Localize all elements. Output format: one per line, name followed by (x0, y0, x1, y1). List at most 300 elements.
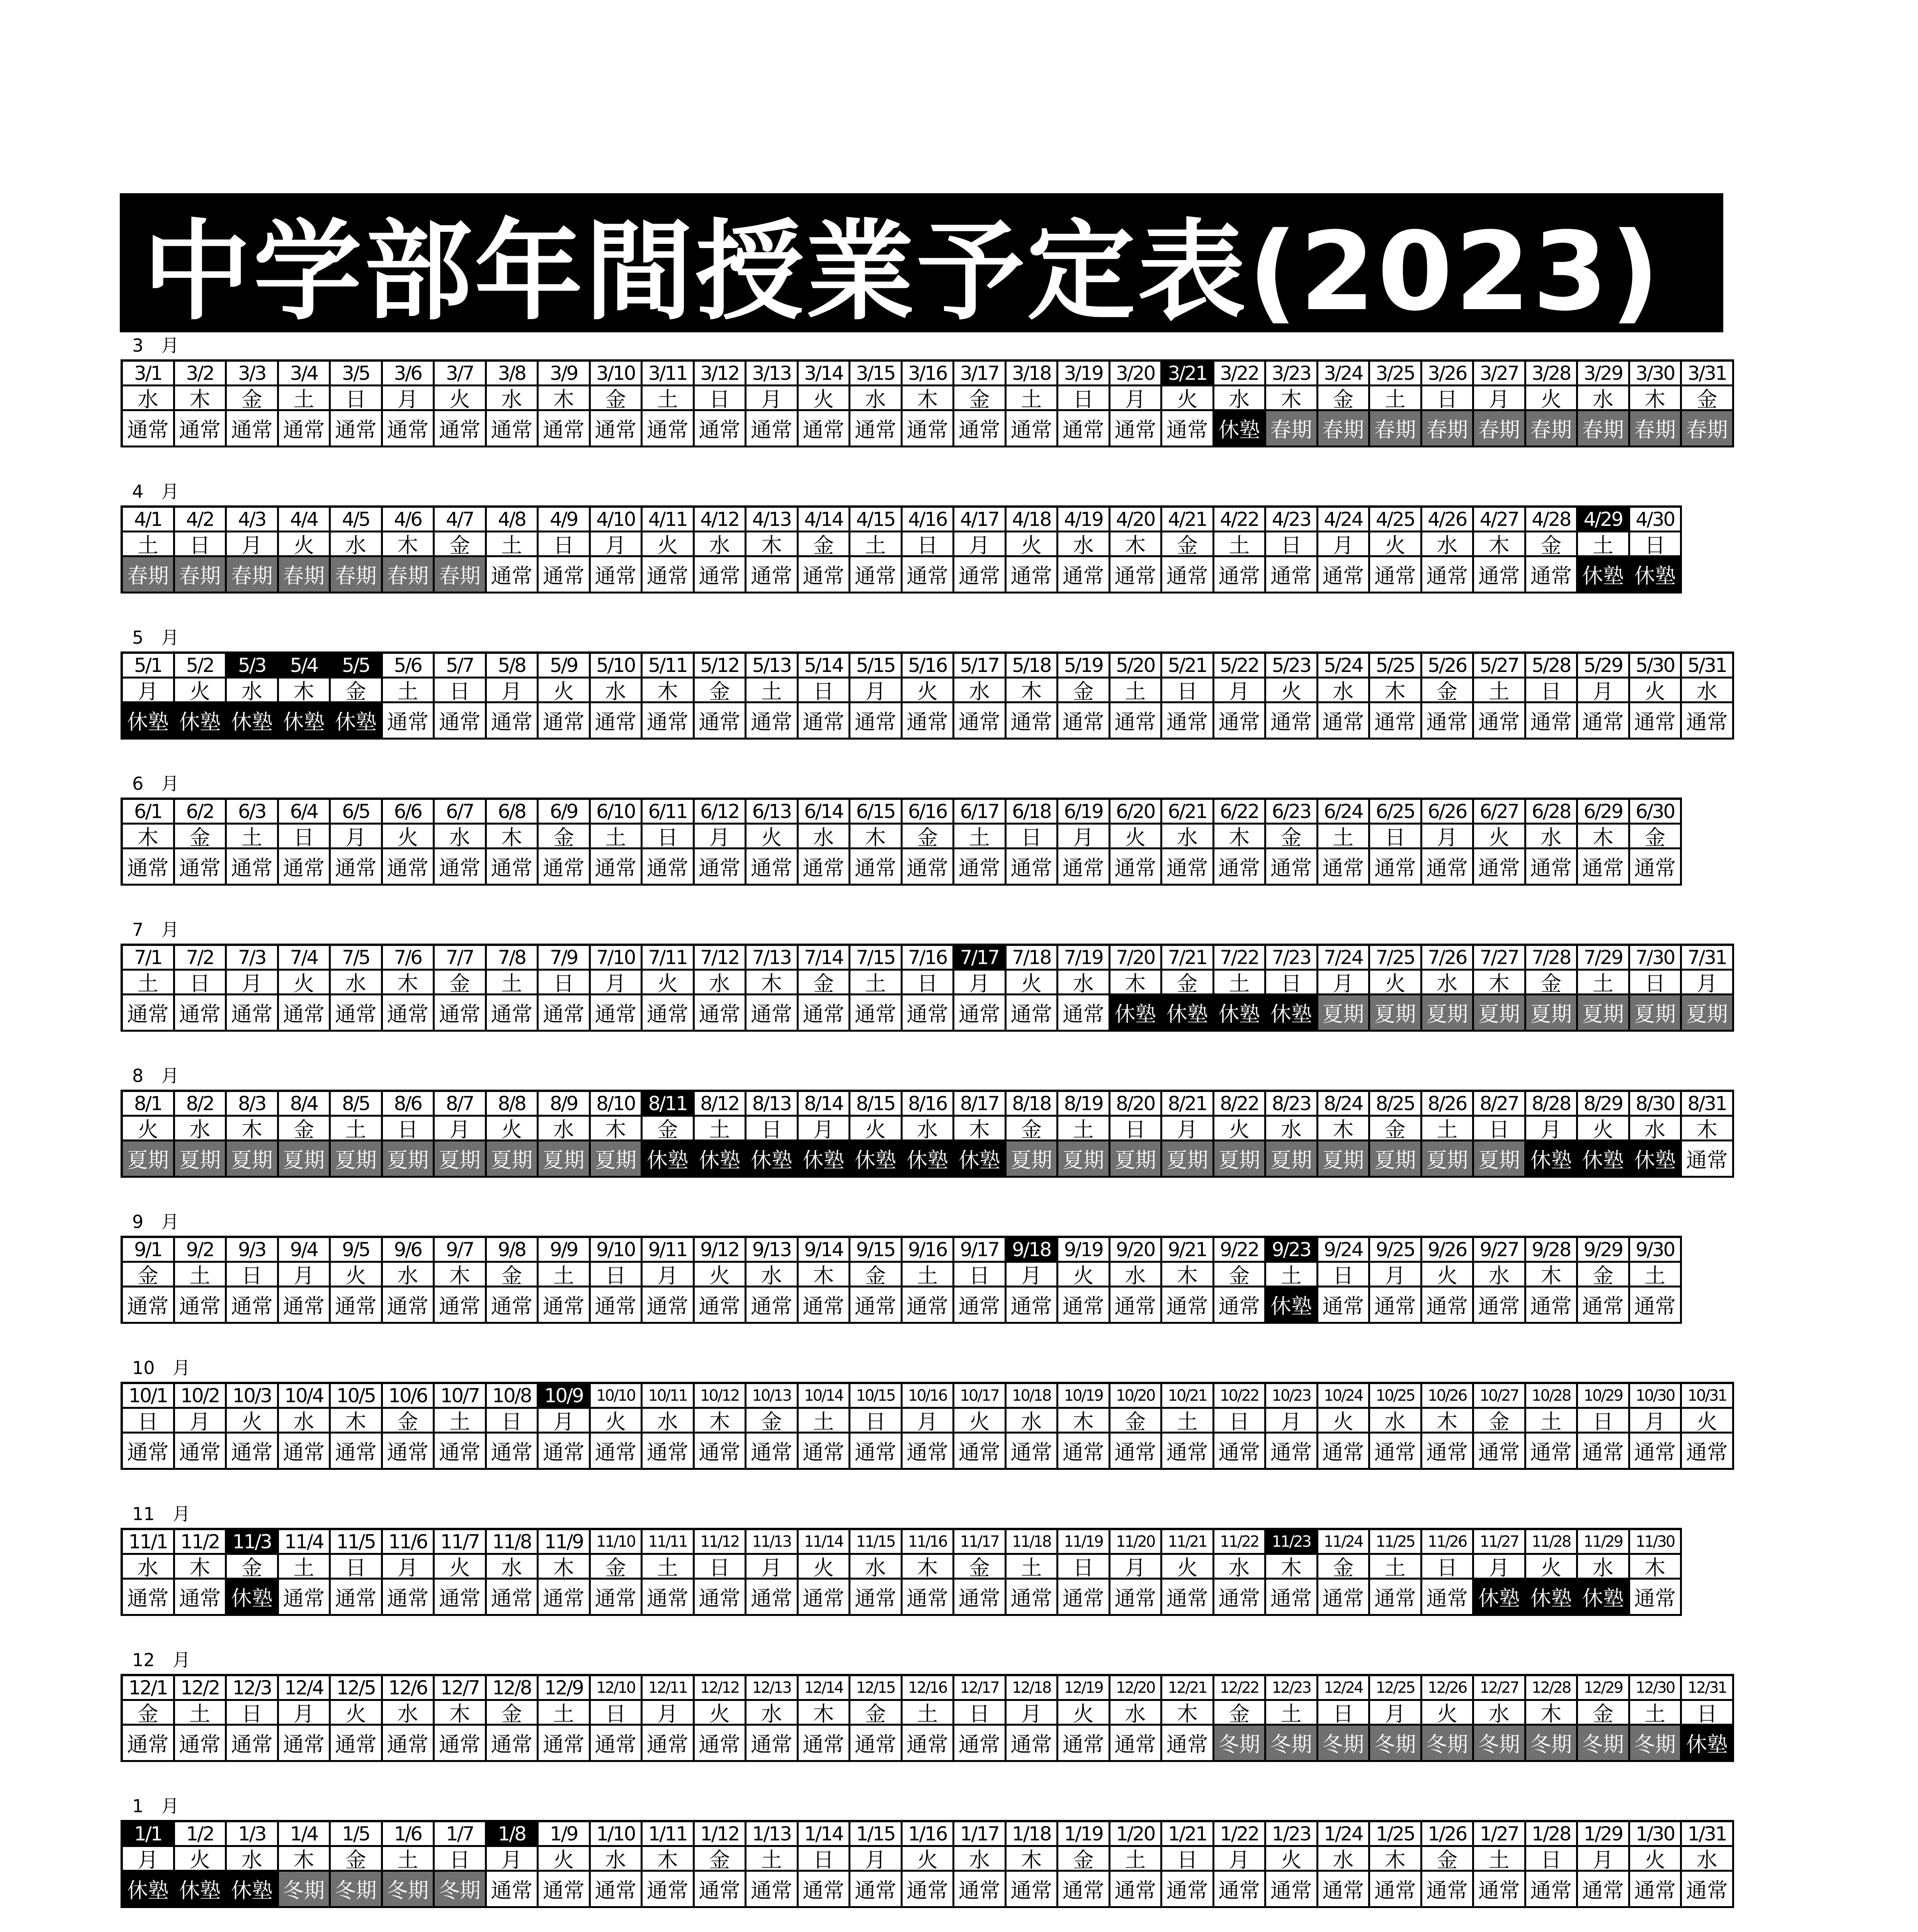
date-cell: 9/27 (1474, 1238, 1526, 1263)
status-cell: 通常 (1162, 1287, 1214, 1324)
status-cell: 通常 (1422, 1872, 1474, 1908)
date-cell: 6/19 (1058, 800, 1110, 825)
date-cell: 10/31 (1682, 1384, 1734, 1409)
status-cell: 通常 (331, 1287, 383, 1324)
date-cell: 6/14 (799, 800, 851, 825)
weekday-cell: 水 (1682, 679, 1734, 703)
status-cell: 春期 (1318, 411, 1370, 447)
weekday-cell: 月 (227, 971, 279, 995)
date-cell: 6/9 (539, 800, 591, 825)
date-cell: 4/29 (1578, 508, 1630, 532)
weekday-cell: 金 (1630, 825, 1682, 849)
status-cell: 夏期 (591, 1141, 643, 1178)
status-cell: 通常 (591, 995, 643, 1032)
weekday-cell: 日 (643, 825, 695, 849)
status-cell: 通常 (487, 849, 539, 886)
weekday-cell: 金 (1214, 1701, 1267, 1726)
date-cell: 10/21 (1162, 1384, 1214, 1409)
weekday-cell: 木 (643, 1847, 695, 1872)
date-cell: 5/31 (1682, 654, 1734, 679)
date-cell: 9/5 (331, 1238, 383, 1263)
weekday-cell: 日 (1474, 1117, 1526, 1141)
status-cell: 春期 (1474, 411, 1526, 447)
weekday-cell: 日 (1058, 386, 1110, 411)
date-cell: 3/13 (746, 362, 799, 386)
date-cell: 7/1 (123, 946, 175, 971)
weekday-cell: 月 (643, 1701, 695, 1726)
weekday-cell: 土 (1318, 825, 1370, 849)
date-cell: 8/6 (383, 1092, 435, 1117)
status-cell: 通常 (746, 1580, 799, 1616)
date-cell: 5/13 (746, 654, 799, 679)
date-cell: 8/12 (695, 1092, 747, 1117)
date-cell: 12/6 (383, 1676, 435, 1701)
date-cell: 6/2 (175, 800, 227, 825)
date-cell: 10/9 (539, 1384, 591, 1409)
status-cell: 休塾 (1266, 1287, 1318, 1324)
status-cell: 夏期 (1578, 995, 1630, 1032)
date-cell: 10/30 (1630, 1384, 1682, 1409)
status-cell: 通常 (123, 1726, 175, 1762)
status-cell: 通常 (1370, 1580, 1422, 1616)
weekday-cell: 水 (954, 679, 1007, 703)
status-cell: 通常 (695, 557, 747, 594)
weekday-cell: 日 (1682, 1701, 1734, 1726)
status-cell: 通常 (435, 1726, 487, 1762)
date-cell: 12/16 (903, 1676, 955, 1701)
weekday-cell: 水 (799, 825, 851, 849)
date-cell: 6/23 (1266, 800, 1318, 825)
weekday-cell: 木 (487, 825, 539, 849)
status-cell: 通常 (175, 1287, 227, 1324)
date-cell: 4/20 (1110, 508, 1163, 532)
weekday-cell: 金 (279, 1117, 331, 1141)
weekday-cell: 土 (383, 679, 435, 703)
status-cell: 通常 (1318, 1434, 1370, 1470)
status-cell: 休塾 (1578, 557, 1630, 594)
weekday-cell: 月 (591, 532, 643, 557)
weekday-cell: 金 (850, 1701, 903, 1726)
weekday-cell: 水 (123, 386, 175, 411)
date-cell: 3/4 (279, 362, 331, 386)
weekday-cell: 水 (1058, 532, 1110, 557)
weekday-cell: 金 (643, 1117, 695, 1141)
date-cell: 6/25 (1370, 800, 1422, 825)
status-cell: 春期 (1630, 411, 1682, 447)
date-cell: 8/25 (1370, 1092, 1422, 1117)
weekday-cell: 土 (1578, 532, 1630, 557)
status-cell: 通常 (331, 411, 383, 447)
date-cell: 9/12 (695, 1238, 747, 1263)
date-cell: 4/5 (331, 508, 383, 532)
weekday-cell: 日 (1526, 1847, 1578, 1872)
status-cell: 通常 (1214, 1580, 1267, 1616)
status-cell: 通常 (1318, 1872, 1370, 1908)
weekday-cell: 火 (539, 679, 591, 703)
status-cell: 冬期 (279, 1872, 331, 1908)
status-cell: 通常 (1630, 1287, 1682, 1324)
status-cell: 春期 (1526, 411, 1578, 447)
weekday-cell: 木 (1422, 1409, 1474, 1434)
status-cell: 通常 (383, 995, 435, 1032)
status-cell: 夏期 (175, 1141, 227, 1178)
weekday-cell: 木 (1162, 1263, 1214, 1287)
weekday-cell: 土 (746, 679, 799, 703)
status-cell: 通常 (331, 1434, 383, 1470)
status-cell: 通常 (850, 849, 903, 886)
status-cell: 通常 (175, 1434, 227, 1470)
status-cell: 通常 (1370, 557, 1422, 594)
weekday-cell: 土 (591, 825, 643, 849)
weekday-cell: 火 (383, 825, 435, 849)
date-cell: 6/12 (695, 800, 747, 825)
date-cell: 9/4 (279, 1238, 331, 1263)
date-cell: 3/1 (123, 362, 175, 386)
date-cell: 12/28 (1526, 1676, 1578, 1701)
date-cell: 4/2 (175, 508, 227, 532)
date-cell: 6/11 (643, 800, 695, 825)
weekday-cell: 水 (746, 1701, 799, 1726)
weekday-cell: 金 (954, 386, 1007, 411)
date-cell: 1/30 (1630, 1822, 1682, 1847)
weekday-cell: 日 (435, 679, 487, 703)
status-cell: 春期 (279, 557, 331, 594)
weekday-cell: 土 (1370, 386, 1422, 411)
status-cell: 通常 (1474, 1872, 1526, 1908)
status-cell: 夏期 (435, 1141, 487, 1178)
date-cell: 3/17 (954, 362, 1007, 386)
weekday-cell: 火 (1266, 679, 1318, 703)
status-cell: 通常 (123, 1287, 175, 1324)
status-cell: 冬期 (383, 1872, 435, 1908)
date-cell: 5/19 (1058, 654, 1110, 679)
weekday-cell: 水 (487, 386, 539, 411)
status-cell: 夏期 (1110, 1141, 1163, 1178)
date-cell: 11/12 (695, 1530, 747, 1555)
weekday-cell: 火 (643, 971, 695, 995)
date-cell: 11/24 (1318, 1530, 1370, 1555)
date-cell: 1/27 (1474, 1822, 1526, 1847)
weekday-cell: 木 (1526, 1263, 1578, 1287)
date-cell: 8/30 (1630, 1092, 1682, 1117)
date-cell: 1/1 (123, 1822, 175, 1847)
date-cell: 7/30 (1630, 946, 1682, 971)
weekday-cell: 月 (1318, 532, 1370, 557)
weekday-cell: 月 (539, 1409, 591, 1434)
status-cell: 夏期 (1162, 1141, 1214, 1178)
date-cell: 11/23 (1266, 1530, 1318, 1555)
date-cell: 1/9 (539, 1822, 591, 1847)
weekday-cell: 火 (799, 1555, 851, 1580)
status-cell: 通常 (1007, 557, 1059, 594)
weekday-cell: 火 (1630, 1847, 1682, 1872)
status-cell: 通常 (903, 1434, 955, 1470)
weekday-cell: 土 (746, 1847, 799, 1872)
weekday-cell: 木 (123, 825, 175, 849)
weekday-cell: 金 (1318, 386, 1370, 411)
date-cell: 6/13 (746, 800, 799, 825)
weekday-cell: 日 (799, 1847, 851, 1872)
month-calendar (121, 1090, 1734, 1178)
date-cell: 9/17 (954, 1238, 1007, 1263)
weekday-cell: 火 (1526, 1555, 1578, 1580)
date-cell: 9/14 (799, 1238, 851, 1263)
weekday-cell: 木 (279, 679, 331, 703)
date-cell: 5/2 (175, 654, 227, 679)
status-cell: 夏期 (1214, 1141, 1267, 1178)
date-cell: 1/4 (279, 1822, 331, 1847)
status-cell: 通常 (1422, 1580, 1474, 1616)
status-cell: 通常 (850, 1726, 903, 1762)
status-cell: 通常 (903, 1287, 955, 1324)
weekday-cell: 土 (695, 1117, 747, 1141)
date-cell: 5/1 (123, 654, 175, 679)
date-cell: 9/29 (1578, 1238, 1630, 1263)
weekday-cell: 月 (591, 971, 643, 995)
status-cell: 夏期 (331, 1141, 383, 1178)
weekday-cell: 金 (695, 1847, 747, 1872)
status-cell: 通常 (695, 1726, 747, 1762)
date-cell: 10/3 (227, 1384, 279, 1409)
status-cell: 通常 (746, 849, 799, 886)
date-cell: 11/8 (487, 1530, 539, 1555)
date-cell: 1/24 (1318, 1822, 1370, 1847)
weekday-cell: 月 (1214, 679, 1267, 703)
status-cell: 通常 (1266, 557, 1318, 594)
status-cell: 通常 (1266, 1434, 1318, 1470)
date-cell: 10/19 (1058, 1384, 1110, 1409)
status-cell: 通常 (591, 849, 643, 886)
status-cell: 通常 (591, 703, 643, 740)
status-cell: 通常 (643, 703, 695, 740)
status-cell: 通常 (643, 1726, 695, 1762)
weekday-cell: 金 (1058, 679, 1110, 703)
status-cell: 通常 (695, 995, 747, 1032)
status-cell: 通常 (1007, 849, 1059, 886)
status-cell: 通常 (1422, 703, 1474, 740)
status-cell: 夏期 (1474, 1141, 1526, 1178)
weekday-cell: 月 (1474, 1555, 1526, 1580)
date-cell: 9/10 (591, 1238, 643, 1263)
weekday-cell: 水 (331, 532, 383, 557)
date-cell: 12/12 (695, 1676, 747, 1701)
weekday-cell: 木 (175, 386, 227, 411)
date-cell: 1/21 (1162, 1822, 1214, 1847)
status-cell: 通常 (799, 411, 851, 447)
date-cell: 5/6 (383, 654, 435, 679)
status-cell: 通常 (487, 1726, 539, 1762)
date-cell: 7/2 (175, 946, 227, 971)
weekday-cell: 土 (227, 825, 279, 849)
date-cell: 10/4 (279, 1384, 331, 1409)
status-cell: 春期 (331, 557, 383, 594)
status-cell: 通常 (1007, 1580, 1059, 1616)
weekday-cell: 火 (1058, 1701, 1110, 1726)
date-cell: 1/3 (227, 1822, 279, 1847)
month-label: 11 月 (132, 1503, 190, 1524)
status-cell: 通常 (1110, 1287, 1163, 1324)
weekday-cell: 水 (383, 1263, 435, 1287)
date-cell: 11/16 (903, 1530, 955, 1555)
weekday-cell: 金 (123, 1701, 175, 1726)
weekday-cell: 水 (1630, 1117, 1682, 1141)
date-cell: 1/5 (331, 1822, 383, 1847)
weekday-cell: 日 (1266, 971, 1318, 995)
date-cell: 5/26 (1422, 654, 1474, 679)
date-cell: 10/23 (1266, 1384, 1318, 1409)
date-cell: 1/17 (954, 1822, 1007, 1847)
weekday-cell: 日 (539, 532, 591, 557)
status-cell: 通常 (227, 1434, 279, 1470)
date-cell: 5/18 (1007, 654, 1059, 679)
status-cell: 通常 (903, 1872, 955, 1908)
weekday-cell: 水 (1058, 971, 1110, 995)
weekday-cell: 水 (1578, 1555, 1630, 1580)
date-cell: 6/1 (123, 800, 175, 825)
date-cell: 5/24 (1318, 654, 1370, 679)
status-cell: 通常 (1630, 1580, 1682, 1616)
weekday-cell: 日 (279, 825, 331, 849)
status-cell: 通常 (903, 557, 955, 594)
status-cell: 通常 (1007, 995, 1059, 1032)
status-cell: 通常 (487, 411, 539, 447)
status-cell: 通常 (1630, 1434, 1682, 1470)
date-cell: 3/15 (850, 362, 903, 386)
weekday-cell: 月 (1007, 1263, 1059, 1287)
weekday-cell: 水 (1214, 386, 1267, 411)
weekday-cell: 日 (227, 1263, 279, 1287)
status-cell: 通常 (539, 995, 591, 1032)
weekday-cell: 月 (850, 1847, 903, 1872)
weekday-cell: 日 (435, 1847, 487, 1872)
date-cell: 10/25 (1370, 1384, 1422, 1409)
weekday-cell: 月 (1630, 1409, 1682, 1434)
weekday-cell: 土 (1007, 1555, 1059, 1580)
weekday-cell: 水 (695, 971, 747, 995)
status-cell: 通常 (1058, 1726, 1110, 1762)
date-cell: 6/6 (383, 800, 435, 825)
weekday-cell: 火 (1370, 971, 1422, 995)
date-cell: 9/19 (1058, 1238, 1110, 1263)
status-cell: 通常 (746, 703, 799, 740)
status-cell: 春期 (123, 557, 175, 594)
date-cell: 8/23 (1266, 1092, 1318, 1117)
status-cell: 通常 (954, 1580, 1007, 1616)
status-cell: 通常 (539, 411, 591, 447)
status-cell: 通常 (1007, 1872, 1059, 1908)
weekday-cell: 木 (1474, 971, 1526, 995)
weekday-cell: 金 (1578, 1701, 1630, 1726)
status-cell: 通常 (799, 703, 851, 740)
status-cell: 通常 (175, 1580, 227, 1616)
status-cell: 通常 (227, 849, 279, 886)
date-cell: 6/5 (331, 800, 383, 825)
status-cell: 通常 (1630, 849, 1682, 886)
date-cell: 4/12 (695, 508, 747, 532)
weekday-cell: 木 (435, 1701, 487, 1726)
date-cell: 12/10 (591, 1676, 643, 1701)
date-cell: 1/12 (695, 1822, 747, 1847)
status-cell: 夏期 (1318, 1141, 1370, 1178)
status-cell: 休塾 (227, 1580, 279, 1616)
status-cell: 通常 (1526, 1872, 1578, 1908)
status-cell: 通常 (435, 995, 487, 1032)
date-cell: 1/18 (1007, 1822, 1059, 1847)
date-cell: 3/22 (1214, 362, 1267, 386)
status-cell: 冬期 (1578, 1726, 1630, 1762)
weekday-cell: 土 (487, 532, 539, 557)
weekday-cell: 水 (1526, 825, 1578, 849)
date-cell: 10/10 (591, 1384, 643, 1409)
status-cell: 通常 (1682, 1872, 1734, 1908)
status-cell: 通常 (1214, 703, 1267, 740)
weekday-cell: 月 (746, 1555, 799, 1580)
weekday-cell: 日 (695, 386, 747, 411)
weekday-cell: 金 (1214, 1263, 1267, 1287)
weekday-cell: 水 (331, 971, 383, 995)
date-cell: 12/2 (175, 1676, 227, 1701)
status-cell: 通常 (435, 1434, 487, 1470)
status-cell: 通常 (903, 411, 955, 447)
weekday-cell: 水 (175, 1117, 227, 1141)
status-cell: 通常 (1526, 1434, 1578, 1470)
weekday-cell: 水 (1370, 1409, 1422, 1434)
status-cell: 通常 (331, 849, 383, 886)
date-cell: 8/18 (1007, 1092, 1059, 1117)
month-calendar (121, 1674, 1734, 1762)
weekday-cell: 土 (1007, 386, 1059, 411)
date-cell: 7/25 (1370, 946, 1422, 971)
date-cell: 8/11 (643, 1092, 695, 1117)
status-cell: 通常 (539, 1726, 591, 1762)
weekday-cell: 月 (487, 679, 539, 703)
weekday-cell: 日 (591, 1701, 643, 1726)
date-cell: 4/18 (1007, 508, 1059, 532)
date-cell: 4/28 (1526, 508, 1578, 532)
status-cell: 通常 (383, 1580, 435, 1616)
status-cell: 通常 (591, 1872, 643, 1908)
date-cell: 8/7 (435, 1092, 487, 1117)
status-cell: 通常 (175, 1726, 227, 1762)
date-cell: 12/3 (227, 1676, 279, 1701)
weekday-cell: 水 (591, 1847, 643, 1872)
status-cell: 通常 (746, 411, 799, 447)
status-cell: 通常 (643, 411, 695, 447)
weekday-cell: 日 (1007, 825, 1059, 849)
weekday-cell: 水 (1422, 532, 1474, 557)
date-cell: 1/15 (850, 1822, 903, 1847)
status-cell: 通常 (954, 995, 1007, 1032)
date-cell: 1/7 (435, 1822, 487, 1847)
date-cell: 10/16 (903, 1384, 955, 1409)
weekday-cell: 金 (799, 532, 851, 557)
weekday-cell: 月 (279, 1701, 331, 1726)
status-cell: 通常 (383, 849, 435, 886)
weekday-cell: 土 (1370, 1555, 1422, 1580)
weekday-cell: 月 (1110, 386, 1163, 411)
status-cell: 休塾 (1110, 995, 1163, 1032)
date-cell: 1/23 (1266, 1822, 1318, 1847)
status-cell: 通常 (539, 1872, 591, 1908)
weekday-cell: 水 (227, 1847, 279, 1872)
weekday-cell: 火 (279, 532, 331, 557)
month-calendar (121, 1820, 1734, 1908)
date-cell: 6/15 (850, 800, 903, 825)
date-cell: 1/26 (1422, 1822, 1474, 1847)
status-cell: 通常 (695, 849, 747, 886)
weekday-cell: 水 (1162, 825, 1214, 849)
status-cell: 通常 (279, 849, 331, 886)
